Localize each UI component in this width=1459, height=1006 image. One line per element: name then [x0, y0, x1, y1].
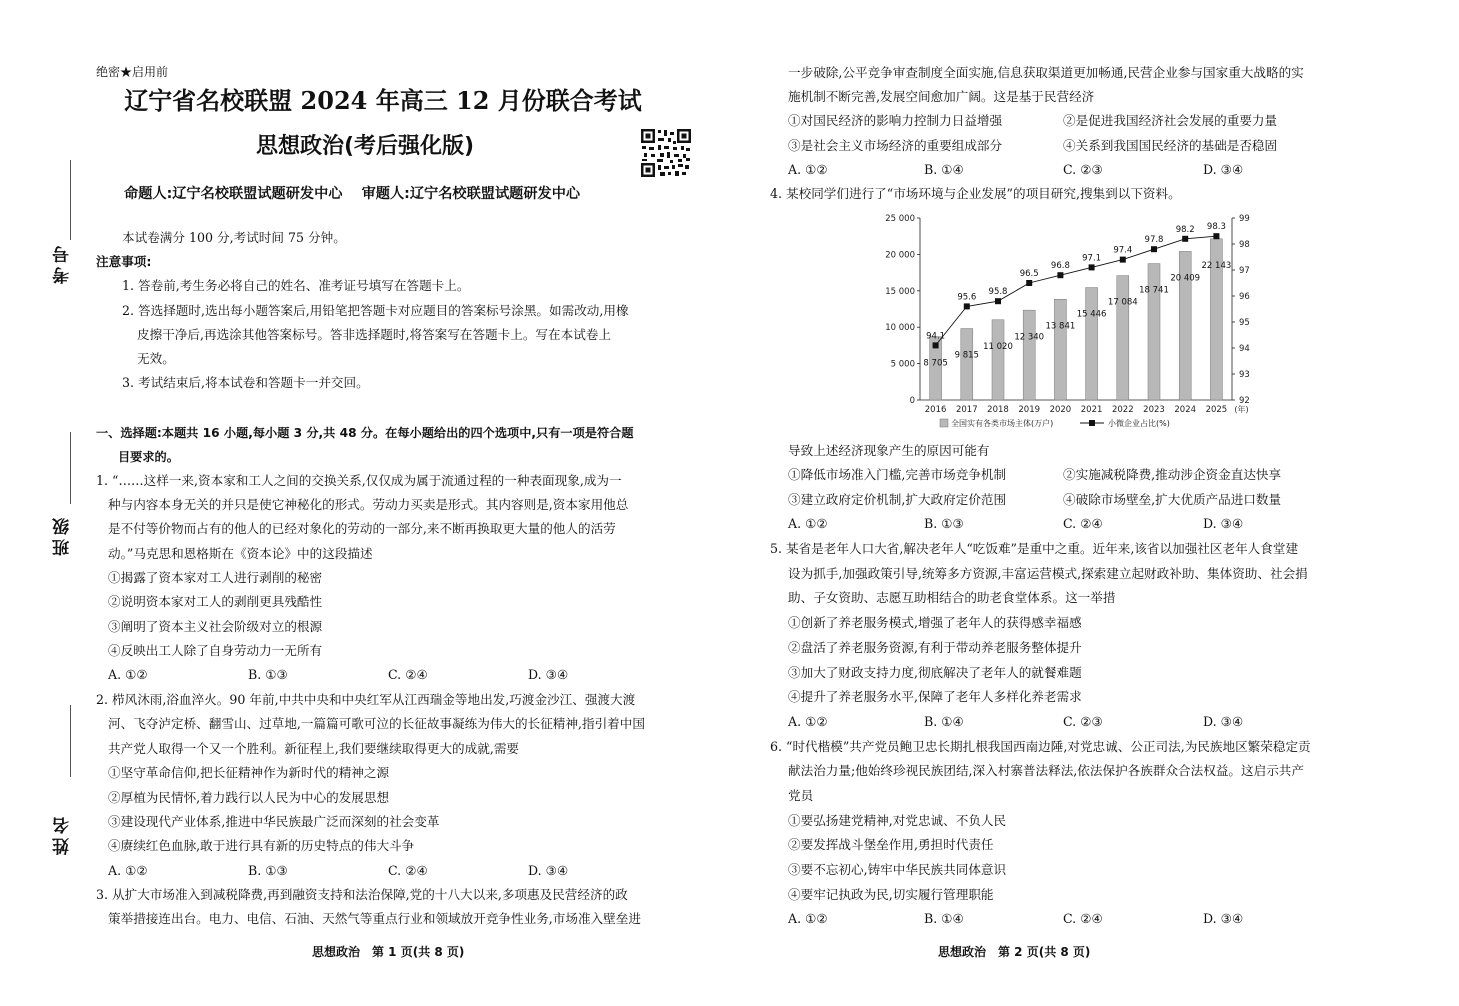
bar: [961, 329, 973, 400]
x-tick-label: 2025: [1205, 405, 1228, 415]
line-point: [1182, 236, 1188, 242]
q3-option-1: ①对国民经济的影响力控制力日益增强: [788, 113, 1003, 128]
line-value-label: 95.8: [988, 287, 1008, 298]
bar-value-label: 17 084: [1107, 297, 1138, 308]
q1-stem-line-2: 种与内容本身无关的并只是使它神秘化的形式。劳动力买卖是形式。其内容则是,资本家用他总: [108, 497, 629, 512]
bar: [1054, 299, 1066, 400]
q1-answer-c: C. ②④: [388, 667, 428, 682]
right-tick-label: 99: [1239, 214, 1250, 224]
legend-line-label: 小微企业占比(%): [1108, 419, 1170, 428]
q1-answer-d: D. ③④: [528, 667, 569, 682]
q5-answer-c: C. ②③: [1063, 714, 1103, 729]
line-point: [964, 303, 970, 309]
secret-note: 绝密★启用前: [96, 65, 169, 79]
bar-value-label: 9 815: [954, 350, 979, 361]
market-chart: [880, 210, 1280, 432]
q2-stem-line-3: 共产党人取得一个又一个胜利。新征程上,我们要继续取得更大的成就,需要: [108, 741, 520, 756]
note-2-line-2: 皮擦干净后,再选涂其他答案标号。答非选择题时,将答案写在答题卡上。写在本试卷上: [137, 327, 611, 342]
bar-value-label: 18 741: [1139, 285, 1169, 296]
score-line: 本试卷满分 100 分,考试时间 75 分钟。: [122, 230, 346, 245]
line-value-label: 95.6: [957, 292, 977, 303]
left-tick-label: 15 000: [885, 286, 915, 297]
q5-option-1: ①创新了养老服务模式,增强了老年人的获得感幸福感: [788, 615, 1082, 630]
q6-option-3: ③要不忘初心,铸牢中华民族共同体意识: [788, 862, 1007, 877]
q3-answer-a: A. ①②: [788, 162, 828, 177]
q3-stem-line-4: 施机制不断完善,发展空间愈加广阔。这是基于民营经济: [788, 89, 1095, 104]
line-point: [1151, 246, 1157, 252]
q5-answer-a: A. ①②: [788, 714, 828, 729]
q5-stem-line-3: 助、子女资助、志愿互助相结合的助老食堂体系。这一举措: [788, 590, 1116, 605]
right-tick-label: 93: [1239, 370, 1250, 380]
q1-option-2: ②说明资本家对工人的剥削更具残酷性: [108, 594, 323, 609]
q6-answer-a: A. ①②: [788, 911, 828, 926]
bar: [1117, 276, 1129, 400]
q2-answer-c: C. ②④: [388, 863, 428, 878]
right-tick-label: 95: [1239, 318, 1250, 328]
side-label-exam-no: 考号: [53, 242, 73, 284]
left-tick-label: 20 000: [885, 250, 915, 261]
bar: [1023, 310, 1035, 400]
line-value-label: 96.8: [1050, 261, 1070, 272]
side-field-class: [50, 432, 76, 582]
q2-option-3: ③建设现代产业体系,推进中华民族最广泛而深刻的社会变革: [108, 814, 440, 829]
q5-option-2: ②盘活了养老服务资源,有利于带动养老服务整体提升: [788, 640, 1082, 655]
q3-stem-line-2: 策举措接连出台。电力、电信、石油、天然气等重点行业和领域放开竞争性业务,市场准入壁垒进: [108, 911, 641, 926]
side-line-name: [70, 705, 71, 777]
right-tick-label: 94: [1239, 344, 1250, 354]
q1-option-1: ①揭露了资本家对工人进行剥削的秘密: [108, 570, 323, 585]
notes-title: 注意事项:: [96, 254, 152, 269]
legend-bar-label: 全国实有各类市场主体(万户): [951, 419, 1054, 428]
line-value-label: 98.2: [1175, 224, 1195, 235]
x-tick-label: 2023: [1143, 405, 1165, 415]
q4-option-3: ③建立政府定价机制,扩大政府定价范围: [788, 492, 1007, 507]
q6-stem-line-2: 献法治力量;他始终珍视民族团结,深入村寨普法释法,依法保护各族群众合法权益。这启示共产: [788, 763, 1304, 778]
q2-stem-line-1: 2. 栉风沐雨,浴血淬火。90 年前,中共中央和中央红军从江西瑞金等地出发,巧渡金沙江、强渡大渡: [96, 692, 636, 707]
left-tick-label: 5 000: [890, 359, 915, 370]
chart-legend: [940, 418, 1170, 428]
q4-option-2: ②实施减税降费,推动涉企资金直达快享: [1063, 467, 1282, 482]
x-tick-label: 2020: [1049, 405, 1072, 415]
bar-value-label: 12 340: [1014, 332, 1045, 343]
line-point: [1089, 264, 1095, 270]
q4-stem-line-1: 4. 某校同学们进行了“市场环境与企业发展”的项目研究,搜集到以下资料。: [770, 186, 1181, 201]
side-field-name: [50, 705, 76, 855]
q6-option-2: ②要发挥战斗堡垒作用,勇担时代责任: [788, 837, 994, 852]
q1-stem-line-1: 1. “……这样一来,资本家和工人之间的交换关系,仅仅成为属于流通过程的一种表面现象,成为一: [96, 473, 622, 488]
footer-page-2: 思想政治 第 2 页(共 8 页): [938, 945, 1091, 959]
note-1: 1. 答卷前,考生务必将自己的姓名、准考证号填写在答题卡上。: [122, 278, 470, 293]
q6-answer-c: C. ②④: [1063, 911, 1103, 926]
chart-bars: [923, 239, 1231, 400]
left-tick-label: 0: [909, 396, 915, 406]
line-point: [1057, 272, 1063, 278]
line-point: [995, 298, 1001, 304]
line-point: [1026, 280, 1032, 286]
q3-answer-d: D. ③④: [1203, 162, 1244, 177]
q4-question: 导致上述经济现象产生的原因可能有: [788, 443, 990, 458]
q2-answer-b: B. ①③: [248, 863, 288, 878]
left-page: [0, 0, 729, 1006]
q6-stem-line-3: 党员: [788, 788, 814, 803]
q3-answer-c: C. ②③: [1063, 162, 1103, 177]
bar-value-label: 13 841: [1045, 321, 1076, 332]
side-label-name: 姓名: [53, 813, 73, 855]
right-tick-label: 98: [1239, 240, 1250, 250]
q2-option-4: ④赓续红色血脉,敢于进行具有新的历史特点的伟大斗争: [108, 838, 415, 853]
note-3: 3. 考试结束后,将本试卷和答题卡一并交回。: [122, 375, 369, 390]
side-field-exam-no: [50, 160, 76, 340]
q5-answer-d: D. ③④: [1203, 714, 1244, 729]
q6-option-1: ①要弘扬建党精神,对党忠诚、不负人民: [788, 813, 1007, 828]
x-tick-label: 2021: [1080, 405, 1103, 415]
line-path: [936, 236, 1217, 345]
q1-option-3: ③阐明了资本主义社会阶级对立的根源: [108, 619, 323, 634]
q3-answer-b: B. ①④: [924, 162, 964, 177]
left-tick-label: 10 000: [885, 323, 915, 334]
x-tick-label: 2018: [987, 405, 1009, 415]
side-line-exam-no: [70, 160, 71, 240]
q5-option-4: ④提升了养老服务水平,保障了老年人多样化养老需求: [788, 689, 1082, 704]
q5-stem-line-2: 设为抓手,加强政策引导,统筹多方资源,丰富运营模式,探索建立起财政补助、集体资助、社会捐: [788, 566, 1308, 581]
q3-option-4: ④关系到我国国民经济的基础是否稳固: [1063, 138, 1278, 153]
bar: [992, 320, 1004, 400]
x-unit-label: (年): [1234, 405, 1249, 414]
q1-stem-line-4: 动。”马克思和恩格斯在《资本论》中的这段描述: [108, 546, 373, 561]
q1-answer-b: B. ①③: [248, 667, 288, 682]
line-point: [1120, 257, 1126, 263]
x-tick-label: 2016: [924, 405, 947, 415]
q3-stem-line-3: 一步破除,公平竞争审查制度全面实施,信息获取渠道更加畅通,民营企业参与国家重大战略的实: [788, 65, 1304, 80]
line-value-label: 96.5: [1019, 269, 1039, 279]
authors-line: 命题人:辽宁名校联盟试题研发中心 审题人:辽宁名校联盟试题研发中心: [124, 186, 581, 202]
q4-answer-a: A. ①②: [788, 516, 828, 531]
side-label-class: 班级: [53, 514, 73, 556]
q3-option-2: ②是促进我国经济社会发展的重要力量: [1063, 113, 1278, 128]
line-value-label: 94.1: [926, 331, 946, 342]
line-value-label: 97.4: [1113, 245, 1133, 256]
side-line-class: [70, 432, 71, 504]
bar-value-label: 20 409: [1170, 273, 1201, 284]
q1-stem-line-3: 是不付等价物而占有的他人的已经对象化的劳动的一部分,来不断再换取更大量的他人的活劳: [108, 521, 616, 536]
x-tick-label: 2019: [1018, 405, 1041, 415]
bar-value-label: 8 705: [923, 358, 948, 369]
qr-code-icon: [640, 128, 692, 178]
bar-value-label: 15 446: [1076, 309, 1107, 320]
q2-stem-line-2: 河、飞夺泸定桥、翻雪山、过草地,一篇篇可歌可泣的长征故事凝练为伟大的长征精神,指引着中国: [108, 716, 645, 731]
line-point: [1213, 233, 1219, 239]
line-value-label: 98.3: [1206, 222, 1226, 233]
q4-answer-c: C. ②④: [1063, 516, 1103, 531]
x-tick-label: 2024: [1174, 405, 1197, 415]
legend-line-marker: [1089, 420, 1095, 426]
right-tick-label: 96: [1239, 292, 1250, 302]
q1-option-4: ④反映出工人除了自身劳动力一无所有: [108, 643, 323, 658]
bar-value-label: 22 143: [1201, 260, 1232, 271]
section-1-heading-line-1: 一、选择题:本题共 16 小题,每小题 3 分,共 48 分。在每小题给出的四个选项中,只有一项是符合题: [96, 426, 634, 440]
note-2-line-3: 无效。: [137, 351, 175, 366]
bar: [1148, 264, 1160, 400]
x-tick-label: 2022: [1111, 405, 1134, 415]
bar-value-label: 11 020: [983, 341, 1013, 352]
exam-title: 辽宁省名校联盟 2024 年高三 12 月份联合考试: [124, 86, 642, 115]
left-tick-label: 25 000: [885, 214, 915, 224]
q4-option-1: ①降低市场准入门槛,完善市场竞争机制: [788, 467, 1007, 482]
x-tick-label: 2017: [955, 405, 978, 415]
q4-answer-b: B. ①③: [924, 516, 964, 531]
q4-option-4: ④破除市场壁垒,扩大优质产品进口数量: [1063, 492, 1282, 507]
q2-answer-a: A. ①②: [108, 863, 148, 878]
q5-stem-line-1: 5. 某省是老年人口大省,解决老年人“吃饭难”是重中之重。近年来,该省以加强社区老年人食堂建: [770, 541, 1299, 556]
q2-option-1: ①坚守革命信仰,把长征精神作为新时代的精神之源: [108, 765, 390, 780]
right-tick-label: 92: [1239, 396, 1250, 406]
bar: [1086, 288, 1098, 400]
q4-answer-d: D. ③④: [1203, 516, 1244, 531]
subject-title: 思想政治(考后强化版): [256, 134, 475, 159]
q5-answer-b: B. ①④: [924, 714, 964, 729]
q6-option-4: ④要牢记执政为民,切实履行管理职能: [788, 887, 994, 902]
line-point: [933, 342, 939, 348]
q6-answer-b: B. ①④: [924, 911, 964, 926]
q3-option-3: ③是社会主义市场经济的重要组成部分: [788, 138, 1003, 153]
footer-page-1: 思想政治 第 1 页(共 8 页): [312, 945, 465, 959]
q6-stem-line-1: 6. “时代楷模”共产党员鲍卫忠长期扎根我国西南边陲,对党忠诚、公正司法,为民族地区繁荣稳定贡: [770, 739, 1311, 754]
q2-option-2: ②厚植为民情怀,着力践行以人民为中心的发展思想: [108, 790, 390, 805]
q5-option-3: ③加大了财政支持力度,彻底解决了老年人的就餐难题: [788, 665, 1082, 680]
q6-answer-d: D. ③④: [1203, 911, 1244, 926]
line-value-label: 97.1: [1082, 253, 1102, 264]
right-page: [730, 0, 1459, 1006]
q1-answer-a: A. ①②: [108, 667, 148, 682]
q3-stem-line-1: 3. 从扩大市场准入到减税降费,再到融资支持和法治保障,党的十八大以来,多项惠及民营经济的政: [96, 887, 628, 902]
q2-answer-d: D. ③④: [528, 863, 569, 878]
note-2-line-1: 2. 答选择题时,选出每小题答案后,用铅笔把答题卡对应题目的答案标号涂黑。如需改动,用橡: [122, 303, 629, 318]
right-tick-label: 97: [1239, 266, 1250, 276]
legend-bar-swatch: [940, 419, 948, 427]
line-value-label: 97.8: [1144, 235, 1164, 246]
section-1-heading-line-2: 目要求的。: [118, 450, 179, 464]
